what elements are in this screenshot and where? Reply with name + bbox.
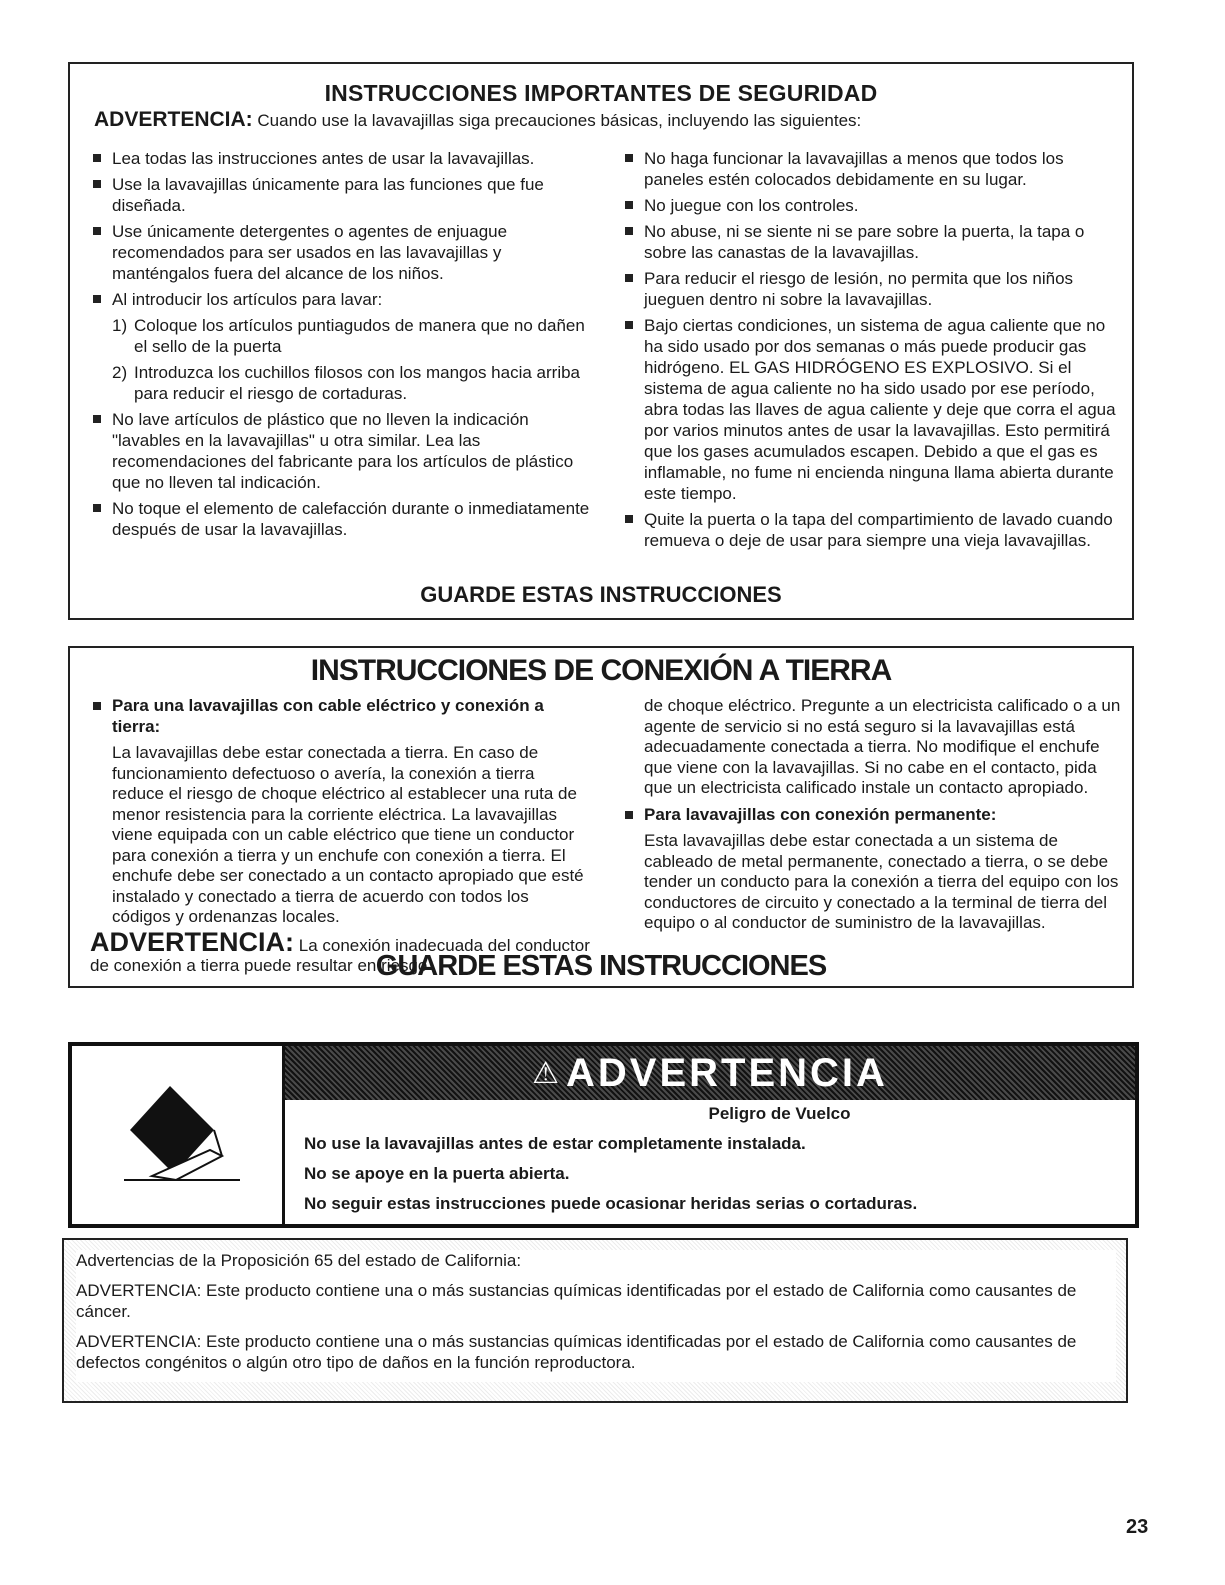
list-item-text: Use únicamente detergentes o agentes de enjuague recomendados para ser usados en las lavavajillas y manténgalos fuera del alcance de los niños. <box>112 222 508 283</box>
safety-warning-text: Cuando use la lavavajillas siga precauciones básicas, incluyendo las siguientes: <box>257 111 862 130</box>
list-item <box>622 195 1122 216</box>
list-item <box>622 268 1122 310</box>
tip-over-line: No use la lavavajillas antes de estar completamente instalada. <box>304 1134 806 1153</box>
bullet-icon <box>93 295 101 303</box>
safety-instructions-box <box>68 62 1134 620</box>
numbered-item-text: Coloque los artículos puntiagudos de manera que no dañen el sello de la puerta <box>134 316 585 356</box>
safety-warning <box>94 108 861 132</box>
grounding-warning-text: La conexión inadecuada del conductor de conexión a tierra puede resultar en riesgo <box>90 935 590 975</box>
bullet-icon <box>625 154 633 162</box>
save-instructions-heading: GUARDE ESTAS INSTRUCCIONES <box>375 950 827 982</box>
bullet-icon <box>93 504 101 512</box>
bullet-icon <box>625 515 633 523</box>
tip-over-text <box>304 1104 1125 1224</box>
list-item <box>622 315 1122 504</box>
grounding-paragraph: La lavavajillas debe estar conectada a tierra. En caso de funcionamiento defectuoso o avería, la conexión a tierra reduce el riesgo de choque eléctrico al establecer una ruta de menor resistencia para la corriente eléctrica. La lavavajillas viene equipada con un cable eléctrico que tiene un conductor para conexión a tierra y un enchufe con conexión a tierra. El enchufe debe ser conectado a un contacto apropiado que esté instalado y conectado a tierra de acuerdo con todos los códigos y ordenanzas locales. <box>112 743 584 926</box>
bullet-icon <box>625 274 633 282</box>
grounding-paragraph: Esta lavavajillas debe estar conectada a un sistema de cableado de metal permanente, conectado a tierra, o se debe tender un conducto para la conexión a tierra del equipo con los conductores de circuito y conectado a la terminal de tierra del equipo o al conductor de suministro de la lavavajillas. <box>644 831 1119 932</box>
tip-over-warning-box <box>68 1042 1139 1228</box>
list-item <box>622 805 1122 826</box>
tip-over-illustration <box>72 1046 285 1224</box>
grounding-instructions-box <box>68 646 1134 988</box>
grounding-title: INSTRUCCIONES DE CONEXIÓN A TIERRA <box>310 654 892 687</box>
tip-over-subtitle: Peligro de Vuelco <box>708 1104 851 1123</box>
list-item-text: Quite la puerta o la tapa del compartimiento de lavado cuando remueva o deje de usar para siempre una vieja lavavajillas. <box>644 510 1113 550</box>
list-item-text: Para reducir el riesgo de lesión, no permita que los niños jueguen dentro ni sobre la lavavajillas. <box>644 269 1074 309</box>
tip-over-line: No seguir estas instrucciones puede ocasionar heridas serias o cortaduras. <box>304 1194 918 1213</box>
safety-title: INSTRUCCIONES IMPORTANTES DE SEGURIDAD <box>324 80 878 106</box>
list-item-text: Al introducir los artículos para lavar: <box>112 290 383 309</box>
safety-left-column <box>90 148 590 545</box>
prop65-warning-box <box>62 1238 1128 1403</box>
prop65-warning-1: ADVERTENCIA: Este producto contiene una o más sustancias químicas identificadas por el estado de California como causantes de cáncer. <box>76 1281 1077 1321</box>
tip-over-line: No se apoye en la puerta abierta. <box>304 1164 570 1183</box>
list-item <box>622 148 1122 190</box>
item-number: 1) <box>112 316 128 335</box>
numbered-item <box>90 315 590 357</box>
grounding-right-column <box>622 696 1122 934</box>
bullet-icon <box>93 415 101 423</box>
grounding-paragraph-cont: de choque eléctrico. Pregunte a un electricista calificado o a un agente de servicio si no está seguro si la lavavajillas está adecuadamente conectada a tierra. No modifique el enchufe que viene con la lavavajillas. Si no cabe en el contacto, pida que un electricista calificado instale un contacto apropiado. <box>644 696 1121 797</box>
list-item <box>90 696 590 737</box>
list-item-text: Lea todas las instrucciones antes de usar la lavavajillas. <box>112 149 535 168</box>
list-item-text: Use la lavavajillas únicamente para las funciones que fue diseñada. <box>112 175 544 215</box>
list-item <box>90 221 590 284</box>
warning-triangle-icon: ⚠ <box>532 1056 562 1090</box>
prop65-text <box>76 1250 1116 1382</box>
bullet-icon <box>93 702 101 710</box>
bullet-icon <box>625 201 633 209</box>
safety-right-column <box>622 148 1122 556</box>
save-instructions-heading: GUARDE ESTAS INSTRUCCIONES <box>420 582 782 607</box>
warning-banner-text: ADVERTENCIA <box>566 1050 888 1095</box>
grounding-left-column <box>90 696 590 977</box>
prop65-warning-2: ADVERTENCIA: Este producto contiene una o más sustancias químicas identificadas por el estado de California como causantes de defectos congénitos o algún otro tipo de daños en la función reproductora. <box>76 1332 1077 1372</box>
warning-banner <box>285 1046 1135 1100</box>
list-item-text: No juegue con los controles. <box>644 196 859 215</box>
bullet-icon <box>625 321 633 329</box>
list-item-text: No lave artículos de plástico que no lleven la indicación "lavables en la lavavajillas" u otra similar. Lea las recomendaciones del fabricante para los artículos de plástico que no lleven tal indicación. <box>112 410 574 492</box>
grounding-warning-label: ADVERTENCIA: <box>90 926 295 957</box>
numbered-item <box>90 362 590 404</box>
numbered-item-text: Introduzca los cuchillos filosos con los mangos hacia arriba para reducir el riesgo de cortaduras. <box>134 363 581 403</box>
list-item <box>90 148 590 169</box>
page-number: 23 <box>1126 1516 1149 1538</box>
list-item <box>622 509 1122 551</box>
tipping-dishwasher-icon <box>72 1046 282 1224</box>
safety-warning-label: ADVERTENCIA: <box>94 108 253 131</box>
prop65-heading: Advertencias de la Proposición 65 del estado de California: <box>76 1251 522 1270</box>
grounding-subheading: Para lavavajillas con conexión permanente: <box>644 804 997 824</box>
item-number: 2) <box>112 363 128 382</box>
list-item-text: No haga funcionar la lavavajillas a menos que todos los paneles estén colocados debidamente en su lugar. <box>644 149 1064 189</box>
bullet-icon <box>93 180 101 188</box>
list-item <box>622 221 1122 263</box>
list-item-text: No toque el elemento de calefacción durante o inmediatamente después de usar la lavavajillas. <box>112 499 590 539</box>
bullet-icon <box>93 154 101 162</box>
list-item <box>90 498 590 540</box>
grounding-subheading: Para una lavavajillas con cable eléctrico y conexión a tierra: <box>112 696 544 736</box>
bullet-icon <box>625 227 633 235</box>
list-item <box>90 409 590 493</box>
list-item <box>90 289 590 310</box>
bullet-icon <box>625 811 633 819</box>
list-item-text: Bajo ciertas condiciones, un sistema de agua caliente que no ha sido usado por dos semanas o más puede producir gas hidrógeno. EL GAS HIDRÓGENO ES EXPLOSIVO. Si el sistema de agua caliente no ha sido usado por ese período, abra todas las llaves de agua caliente y deje que corra el agua por varios minutos antes de usar la lavavajillas. Esto permitirá que los gases acumulados escapen. Debido a que el gas es inflamable, no fume ni encienda ninguna llama abierta durante este tiempo. <box>644 316 1116 503</box>
list-item-text: No abuse, ni se siente ni se pare sobre la puerta, la tapa o sobre las canastas de la lavavajillas. <box>644 222 1085 262</box>
list-item <box>90 174 590 216</box>
bullet-icon <box>93 227 101 235</box>
